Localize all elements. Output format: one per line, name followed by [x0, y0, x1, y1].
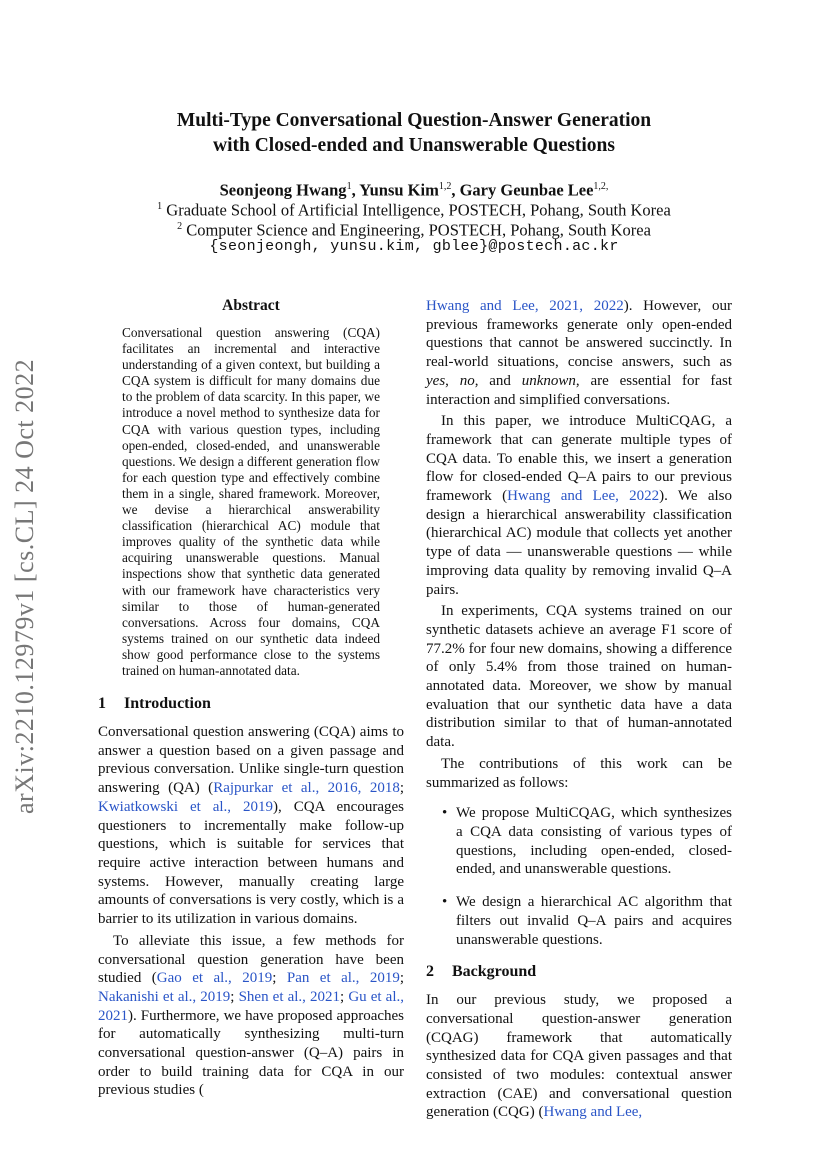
left-column — [98, 297, 404, 1100]
author-name: Gary Geunbae Lee — [459, 180, 594, 200]
paper-title-line-2: with Closed-ended and Unanswerable Questions — [213, 135, 615, 156]
citation-link[interactable]: Gu et al., 2021 — [98, 988, 405, 1024]
list-item-text: We propose MultiCQAG, which synthesizes a CQA data consisting of various types of questions, including open-ended, closed-ended, and unanswerable questions. — [456, 805, 732, 878]
background-paragraph-1 — [426, 991, 732, 1122]
author-separator: , — [451, 180, 460, 200]
bullet-icon: • — [442, 805, 448, 822]
citation-link[interactable]: Pan et al., 2019 — [286, 970, 400, 987]
citation-link[interactable]: Nakanishi et al., 2019 — [98, 988, 231, 1005]
section-heading-background — [426, 963, 732, 981]
citation-link[interactable]: Hwang and Lee, — [543, 1104, 643, 1121]
text-span: ; — [340, 988, 349, 1005]
abstract-text: Conversational question answering (CQA) facilitates an incremental and interactive understanding of a given context, but building a CQA system is difficult for many domains due to the problem of data scarcity. In this paper, we introduce a novel method to synthesize data for CQA with various question types, including open-ended, closed-ended, and unanswerable questions. We design a different generation flow for each question type and effectively combine them in a single, shared framework. Moreover, we devise a hierarchical answerability classification (hierarchical AC) module that improves quality of the synthetic data while acquiring unanswerable questions. Manual inspections show that synthetic data generated with our framework have characteristics very similar to those of human-generated conversations. Across four domains, CQA systems trained on our synthetic data indeed show good performance close to the systems trained on human-annotated data. — [122, 325, 380, 678]
text-span: ), CQA encourages questioners to incrementally make follow-up questions, which is suitable for services that require active interaction between humans and systems. However, manually creating large amounts of conversations is very costly, which is a barrier to its utilization in various domains. — [98, 798, 404, 928]
abstract-body — [122, 325, 380, 679]
section-title: Background — [452, 963, 537, 981]
italic-term: unknown — [521, 372, 576, 389]
text-span: In this paper, we introduce MultiCQAG, a framework that can generate multiple types of CQA data. To enable this, we insert a generation flow for closed-ended Q–A pairs to our previous framework ( — [426, 413, 732, 505]
author-affiliation-mark: 1,2 — [438, 181, 452, 192]
affiliation-mark: 1 — [157, 201, 163, 212]
arxiv-identifier: arXiv:2210.12979v1 [cs.CL] 24 Oct 2022 — [10, 358, 39, 814]
intro-paragraph-2 — [98, 932, 404, 1100]
section-number: 1 — [98, 695, 106, 713]
citation-link[interactable]: Rajpurkar et al., 2016, 2018 — [213, 780, 400, 797]
intro-paragraph-2-continued — [426, 297, 732, 409]
text-span: ). However, our previous frameworks generate only open-ended questions that cannot be answered succinctly. In real-world situations, concise answers, such as — [426, 298, 732, 371]
text-span: ; — [399, 970, 405, 987]
abstract-heading: Abstract — [222, 297, 280, 314]
text-span: ). Furthermore, we have proposed approaches for automatically synthesizing multi-turn conversational question-answer (Q–A) pairs in order to build training data for CQA in our previous studies ( — [98, 1007, 404, 1099]
citation-link[interactable]: Gao et al., 2019 — [156, 970, 273, 987]
text-span: In our previous study, we proposed a conversational question-answer generation (CQAG) framework that automatically synthesized data for CQA given passages and that consisted of two modules: contextual answer extraction (CAE) and conversational question generation (CQG) ( — [426, 992, 732, 1121]
intro-paragraph-4 — [426, 602, 732, 752]
text-span: , — [445, 372, 460, 389]
author-separator: , — [351, 180, 360, 200]
paper-title-line-1: Multi-Type Conversational Question-Answer Generation — [176, 110, 652, 131]
text-span: , and — [474, 372, 522, 389]
affiliation-text: Computer Science and Engineering, POSTECH, Pohang, South Korea — [182, 220, 651, 240]
intro-paragraph-3 — [426, 412, 732, 599]
author-emails: {seonjeongh, yunsu.kim, gblee}@postech.ac.kr — [209, 238, 619, 255]
text-span: , are essential for fast interaction and simplified conversations. — [426, 372, 733, 408]
citation-link[interactable]: Hwang and Lee, 2022 — [507, 488, 660, 505]
right-column — [426, 297, 732, 1122]
intro-paragraph-5 — [426, 755, 732, 792]
text-span: ; — [230, 988, 239, 1005]
paragraph-text: In experiments, CQA systems trained on our synthetic datasets achieve an average F1 score of 77.2% for four new domains, showing a difference of only 5.4% from those trained on human-annotated data. Moreover, we show by manual evaluation that our synthetic data have a data distribution similar to that of human-annotated data. — [426, 603, 732, 751]
author-affiliation-mark: 1 — [346, 181, 352, 192]
contribution-list — [426, 804, 732, 949]
italic-term: no — [459, 372, 475, 389]
affiliation-mark: 2 — [177, 221, 183, 232]
author-name: Yunsu Kim — [359, 180, 439, 200]
author-name: Seonjeong Hwang — [219, 180, 347, 200]
citation-link[interactable]: Kwiatkowski et al., 2019 — [98, 798, 274, 815]
text-span: Conversational question answering (CQA) aims to answer a question based on a given passage and previous conversation. Unlike single-turn question answering (QA) ( — [98, 724, 404, 797]
author-affiliation-mark: 1,2, — [593, 181, 609, 192]
italic-term: yes — [426, 372, 446, 389]
paragraph-text: The contributions of this work can be summarized as follows: — [426, 755, 732, 791]
section-number: 2 — [426, 963, 434, 981]
affiliation-text: Graduate School of Artificial Intelligence, POSTECH, Pohang, South Korea — [162, 200, 671, 220]
list-item-text: We design a hierarchical AC algorithm that filters out invalid Q–A pairs and acquires unanswerable questions. — [456, 894, 732, 948]
list-item — [426, 893, 732, 949]
paper-title — [60, 108, 768, 158]
section-title: Introduction — [124, 695, 211, 713]
text-span: To alleviate this issue, a few methods for conversational question generation have been studied ( — [98, 932, 404, 987]
text-span: ; — [272, 970, 287, 987]
text-span: ). We also design a hierarchical answerability classification (hierarchical AC) module that collects yet another type of data — unanswerable questions — while improving data quality by removing invalid Q–A pairs. — [426, 488, 732, 598]
citation-link[interactable]: Hwang and Lee, 2021, 2022 — [426, 298, 624, 314]
citation-link[interactable]: Shen et al., 2021 — [238, 988, 341, 1005]
bullet-icon: • — [442, 894, 448, 911]
intro-paragraph-1 — [98, 723, 404, 929]
text-span: ; — [399, 780, 404, 797]
list-item — [426, 804, 732, 879]
section-heading-introduction — [98, 695, 404, 713]
